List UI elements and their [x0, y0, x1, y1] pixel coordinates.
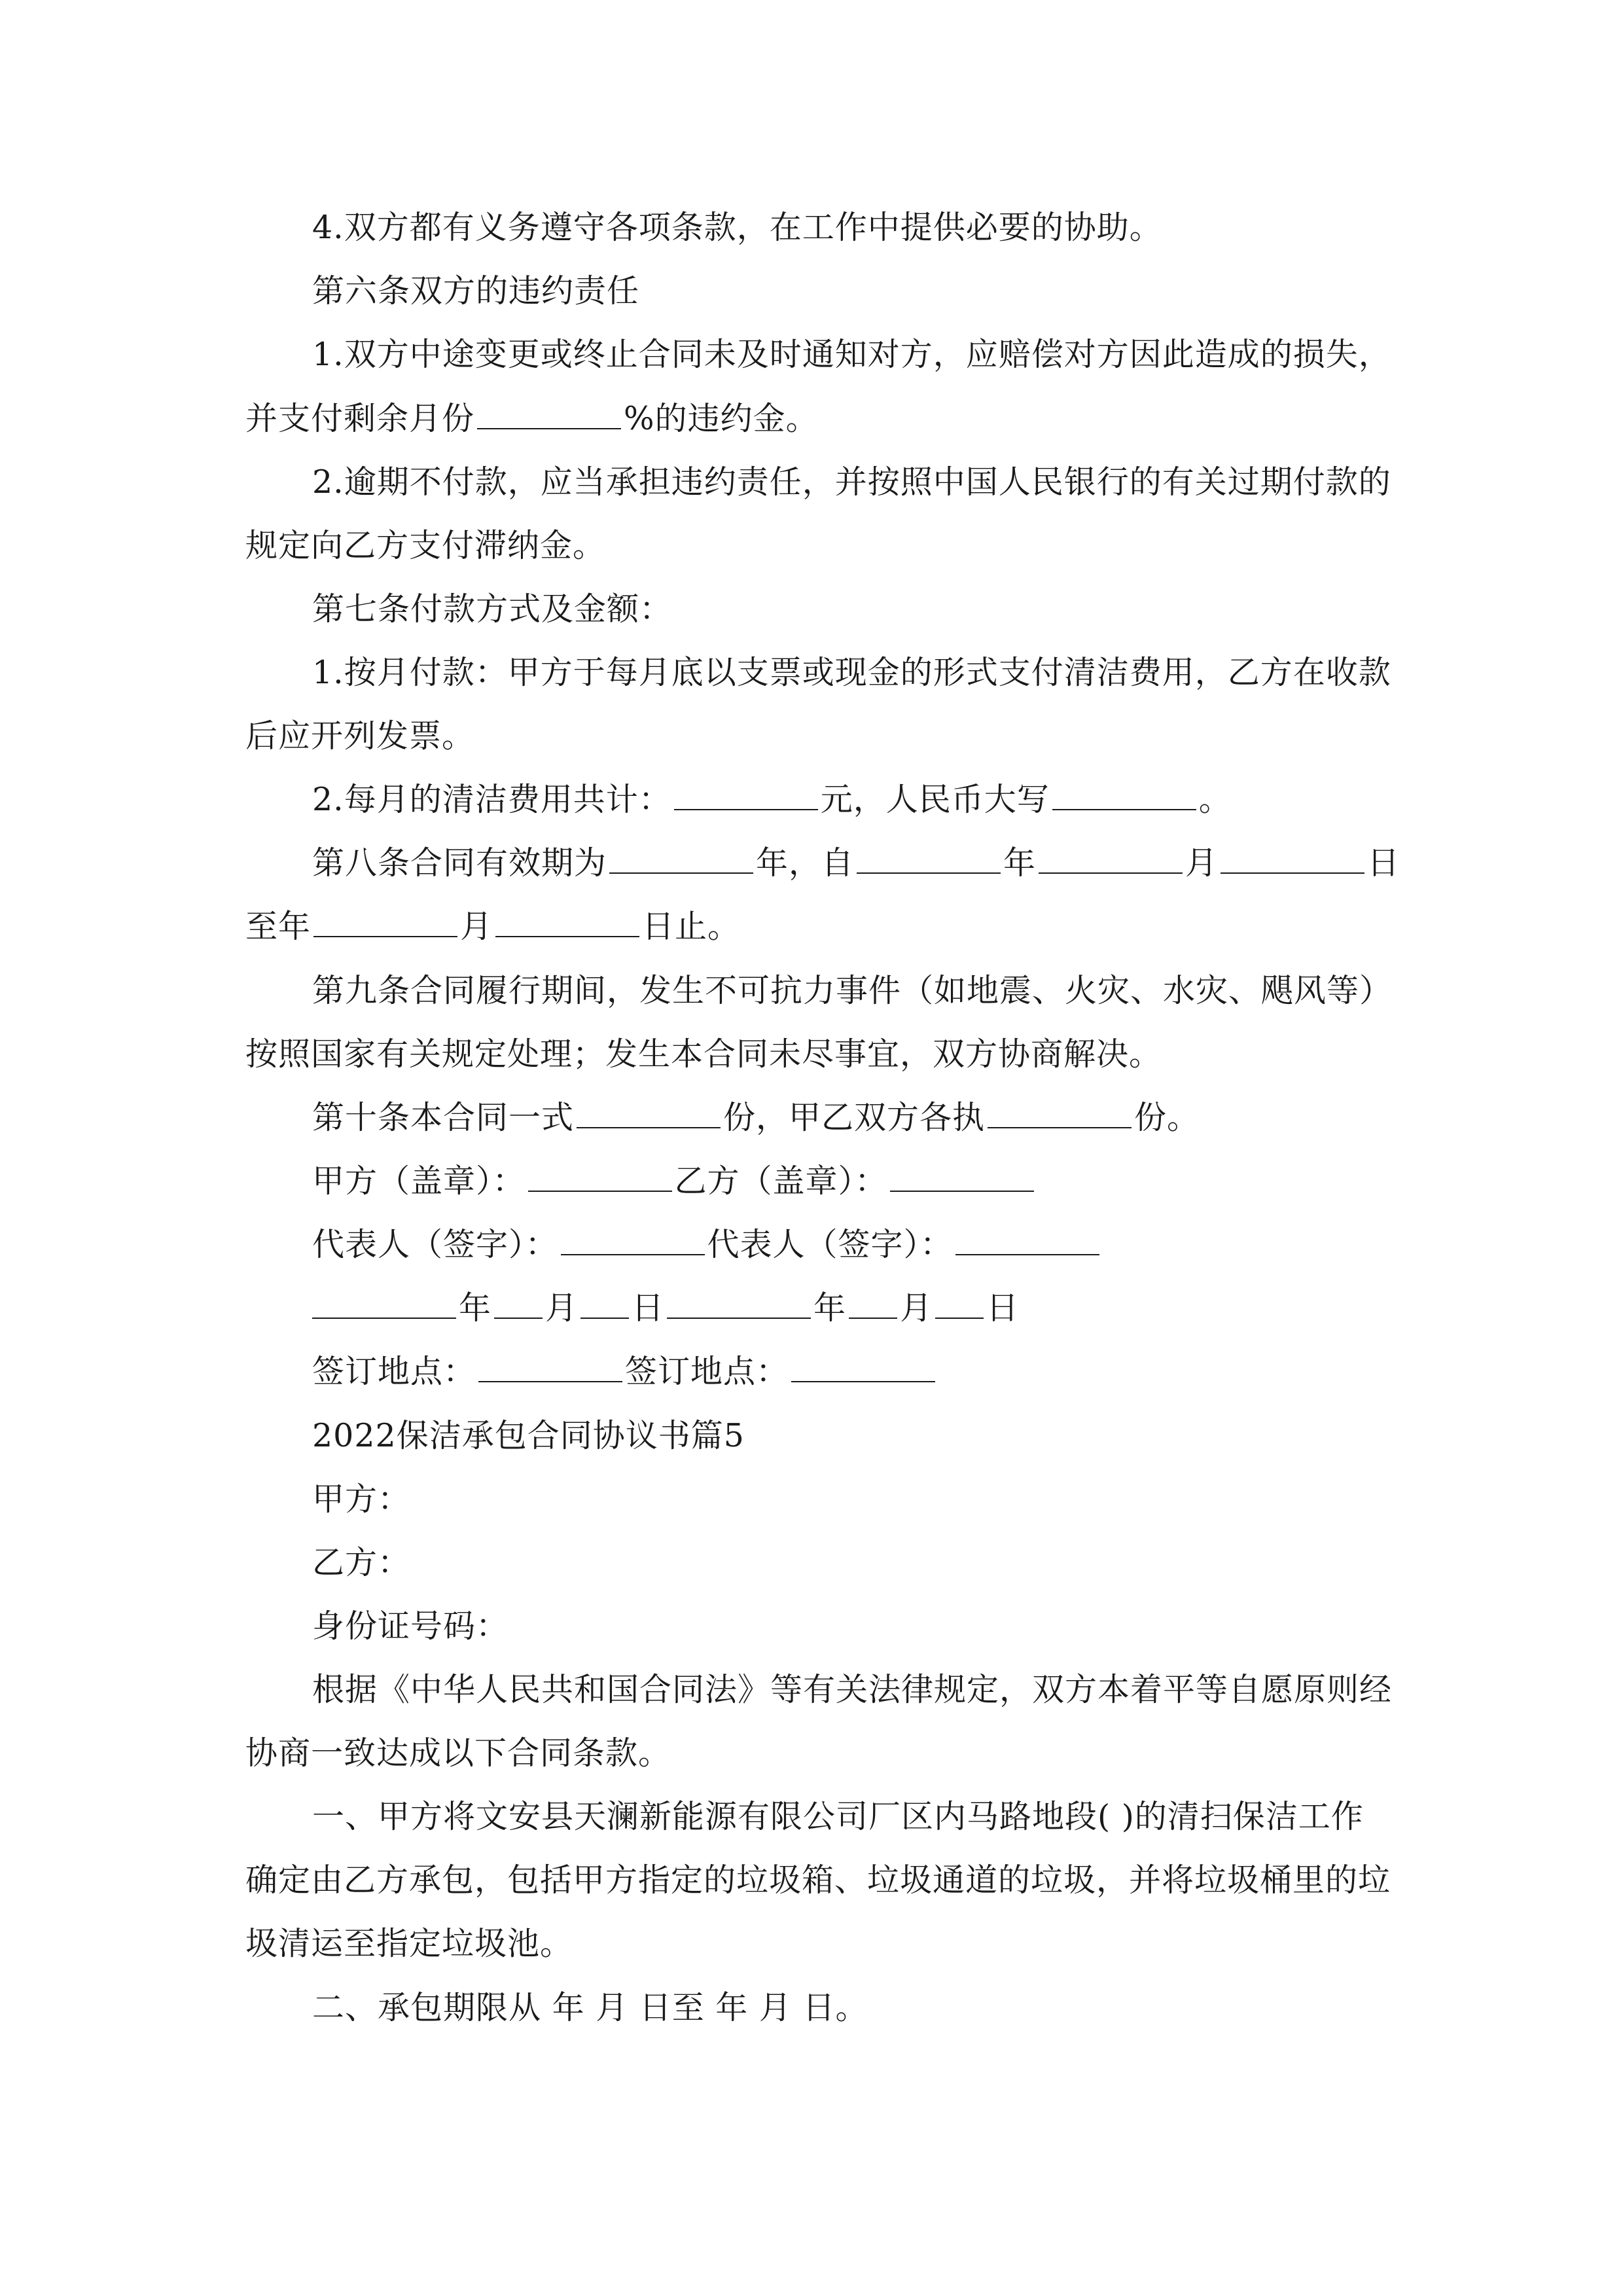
text: 份。 — [1134, 1099, 1200, 1136]
blank-field — [955, 1225, 1099, 1255]
blank-field — [667, 1289, 811, 1319]
place-b-label: 签订地点： — [625, 1353, 789, 1390]
article-7-item-1-line-2: 后应开列发票。 — [245, 717, 475, 755]
blank-field — [577, 1098, 721, 1128]
text: 日 — [1367, 844, 1400, 882]
article-6-item-2-line-1: 2.逾期不付款，应当承担违约责任，并按照中国人民银行的有关过期付款的 — [312, 463, 1391, 501]
article-6-item-2-line-2: 规定向乙方支付滞纳金。 — [245, 527, 606, 564]
text: 月 — [460, 908, 493, 945]
blank-field — [1052, 780, 1196, 810]
party-a-seal-label: 甲方（盖章）： — [312, 1162, 526, 1200]
text: 并支付剩余月份 — [245, 400, 475, 437]
blank-field — [477, 399, 621, 429]
text: 日 — [632, 1289, 665, 1327]
blank-field — [478, 1352, 622, 1382]
text: 2.每月的清洁费用共计： — [312, 781, 671, 818]
signing-place-line — [312, 1352, 938, 1391]
text: 日 — [986, 1289, 1020, 1327]
text: 日止。 — [642, 908, 741, 945]
text: 第八条合同有效期为 — [312, 844, 607, 882]
article-9-line-2: 按照国家有关规定处理；发生本合同未尽事宜，双方协商解决。 — [245, 1035, 1162, 1073]
article-7-title: 第七条付款方式及金额： — [312, 590, 673, 628]
text: 年，自 — [756, 844, 855, 882]
rep-b-label: 代表人（签字）： — [707, 1226, 954, 1263]
blank-field — [580, 1289, 629, 1319]
clause-1-line-3: 圾清运至指定垃圾池。 — [245, 1925, 573, 1962]
rep-a-label: 代表人（签字）： — [312, 1226, 558, 1263]
blank-field — [312, 1289, 456, 1319]
text: 月 — [1185, 844, 1219, 882]
text: 月 — [900, 1289, 933, 1327]
blank-field — [988, 1098, 1132, 1128]
blank-field — [313, 907, 457, 937]
article-7-item-2 — [312, 780, 1232, 819]
article-6-item-1-line-1: 1.双方中途变更或终止合同未及时通知对方，应赔偿对方因此造成的损失， — [312, 336, 1391, 373]
blank-field — [1221, 844, 1364, 874]
article-9-line-1: 第九条合同履行期间，发生不可抗力事件（如地震、火灾、水灾、飓风等） — [312, 972, 1393, 1009]
text: 。 — [1198, 781, 1232, 818]
article-10 — [312, 1098, 1200, 1138]
blank-field — [494, 1289, 543, 1319]
intro-line-1: 根据《中华人民共和国合同法》等有关法律规定，双方本着平等自愿原则经 — [312, 1671, 1393, 1708]
text: 年 — [1003, 844, 1037, 882]
blank-field — [609, 844, 753, 874]
intro-line-2: 协商一致达成以下合同条款。 — [245, 1734, 671, 1772]
article-6-title: 第六条双方的违约责任 — [312, 272, 640, 310]
blank-field — [561, 1225, 705, 1255]
text: 元，人民币大写 — [820, 781, 1050, 818]
text: 月 — [545, 1289, 579, 1327]
section-heading: 2022保洁承包合同协议书篇5 — [312, 1417, 745, 1454]
article-8-line-1 — [312, 844, 1400, 883]
id-number-label: 身份证号码： — [312, 1607, 509, 1645]
representative-line — [312, 1225, 1102, 1265]
clause-4-duty: 4.双方都有义务遵守各项条款，在工作中提供必要的协助。 — [312, 209, 1162, 246]
text: 年 — [813, 1289, 847, 1327]
place-a-label: 签订地点： — [312, 1353, 476, 1390]
party-a-label: 甲方： — [312, 1480, 411, 1518]
text: 年 — [459, 1289, 492, 1327]
article-7-item-1-line-1: 1.按月付款：甲方于每月底以支票或现金的形式支付清洁费用，乙方在收款 — [312, 654, 1391, 691]
clause-2: 二、承包期限从 年 月 日至 年 月 日。 — [312, 1989, 868, 2026]
party-b-seal-label: 乙方（盖章）： — [674, 1162, 888, 1200]
blank-field — [935, 1289, 984, 1319]
article-8-line-2 — [245, 907, 740, 946]
blank-field — [674, 780, 818, 810]
text: %的违约金。 — [624, 400, 819, 437]
clause-1-line-2: 确定由乙方承包，包括甲方指定的垃圾箱、垃圾通道的垃圾，并将垃圾桶里的垃 — [245, 1861, 1391, 1899]
blank-field — [890, 1162, 1034, 1192]
blank-field — [528, 1162, 672, 1192]
text: 份，甲乙双方各执 — [723, 1099, 986, 1136]
date-line — [312, 1289, 1019, 1328]
article-6-item-1-line-2 — [245, 399, 819, 439]
blank-field — [849, 1289, 897, 1319]
clause-1-line-1: 一、甲方将文安县天澜新能源有限公司厂区内马路地段( )的清扫保洁工作 — [312, 1798, 1364, 1835]
text: 第十条本合同一式 — [312, 1099, 575, 1136]
party-b-label: 乙方： — [312, 1544, 411, 1581]
blank-field — [791, 1352, 935, 1382]
blank-field — [857, 844, 1001, 874]
text: 至年 — [245, 908, 312, 945]
blank-field — [1039, 844, 1183, 874]
seal-line — [312, 1162, 1037, 1201]
blank-field — [495, 907, 639, 937]
